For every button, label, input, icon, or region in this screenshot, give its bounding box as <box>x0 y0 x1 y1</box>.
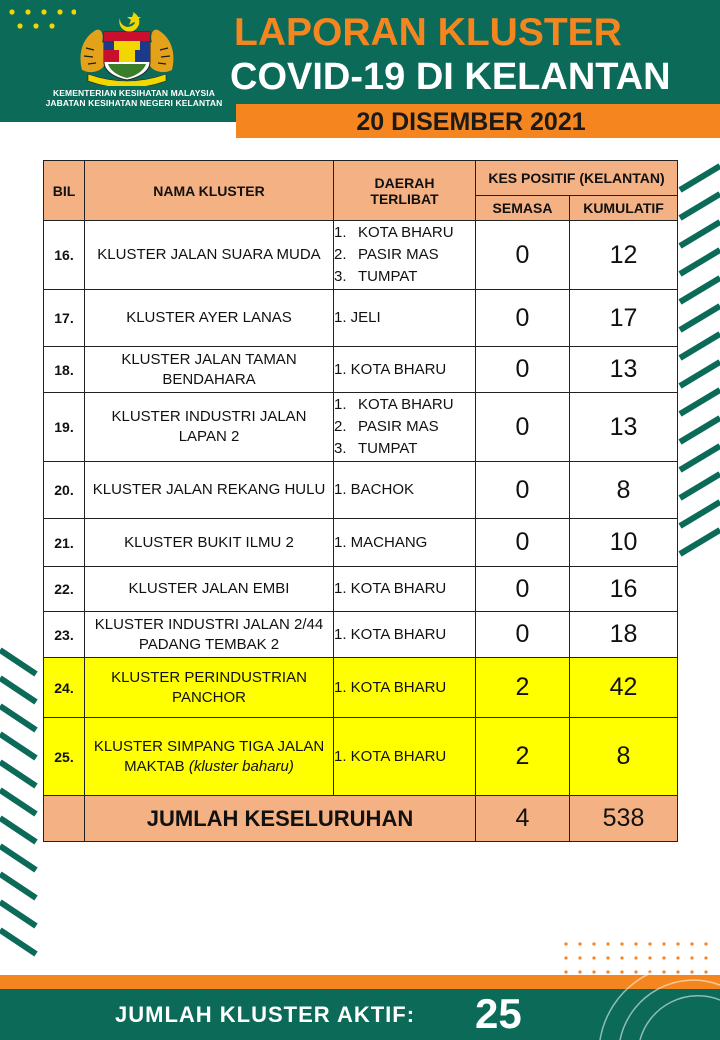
table-row <box>44 462 678 519</box>
row-kumulatif: 42 <box>570 658 678 718</box>
row-bil: 25. <box>44 718 85 796</box>
table-total-row <box>44 796 678 842</box>
table-header-row <box>44 161 678 196</box>
row-bil: 18. <box>44 347 85 393</box>
ministry-name <box>44 88 224 108</box>
decorative-stripes-left <box>0 640 40 960</box>
col-header-daerah-line-1: DAERAH <box>374 174 435 191</box>
total-semasa: 4 <box>476 796 570 842</box>
cluster-name-line-2: PADANG TEMBAK 2 <box>138 635 280 653</box>
district-item: 3. TUMPAT <box>334 440 418 457</box>
row-cluster-name: KLUSTER JALAN REKANG HULU <box>85 462 334 519</box>
cluster-name-line-1: KLUSTER INDUSTRI JALAN <box>111 408 307 425</box>
report-title: LAPORAN KLUSTER <box>234 11 622 54</box>
row-bil: 17. <box>44 290 85 347</box>
cluster-name-line-1: KLUSTER PERINDUSTRIAN <box>111 668 307 686</box>
table-row <box>44 221 678 290</box>
row-cluster-name <box>85 347 334 393</box>
table-row-highlighted <box>44 658 678 718</box>
total-label: JUMLAH KESELURUHAN <box>85 796 476 842</box>
row-cluster-name: KLUSTER AYER LANAS <box>85 290 334 347</box>
cluster-name-main: MAKTAB <box>124 757 189 775</box>
cluster-name-line-2: LAPAN 2 <box>178 428 240 445</box>
table-row <box>44 519 678 567</box>
row-bil: 22. <box>44 567 85 612</box>
row-districts: 1. KOTA BHARU <box>334 567 476 612</box>
row-semasa: 0 <box>476 612 570 658</box>
row-semasa: 0 <box>476 393 570 462</box>
row-cluster-name: KLUSTER BUKIT ILMU 2 <box>85 519 334 567</box>
row-cluster-name <box>85 393 334 462</box>
row-districts <box>334 221 476 290</box>
row-semasa: 0 <box>476 462 570 519</box>
col-header-nama-kluster: NAMA KLUSTER <box>85 161 334 221</box>
row-cluster-name <box>85 718 334 796</box>
district-item: 2. PASIR MAS <box>334 418 439 435</box>
row-kumulatif: 8 <box>570 718 678 796</box>
decorative-arcs <box>560 940 720 1040</box>
row-semasa: 0 <box>476 221 570 290</box>
col-header-daerah-line-2: TERLIBAT <box>370 190 439 207</box>
row-districts: 1. MACHANG <box>334 519 476 567</box>
row-districts: 1. KOTA BHARU <box>334 718 476 796</box>
row-districts: 1. BACHOK <box>334 462 476 519</box>
decorative-stripes-right <box>676 160 720 560</box>
table-row <box>44 567 678 612</box>
row-cluster-name: KLUSTER JALAN SUARA MUDA <box>85 221 334 290</box>
row-kumulatif: 10 <box>570 519 678 567</box>
district-item: 3. TUMPAT <box>334 268 418 285</box>
total-kumulatif: 538 <box>570 796 678 842</box>
report-date: 20 DISEMBER 2021 <box>356 108 586 136</box>
malaysia-coat-of-arms-logo <box>74 8 180 86</box>
table-row <box>44 290 678 347</box>
col-header-kes-positif: KES POSITIF (KELANTAN) <box>476 161 678 196</box>
row-districts: 1. JELI <box>334 290 476 347</box>
date-bar <box>236 104 720 138</box>
report-subtitle: COVID-19 DI KELANTAN <box>230 56 671 98</box>
row-districts <box>334 393 476 462</box>
row-kumulatif: 13 <box>570 393 678 462</box>
row-semasa: 2 <box>476 718 570 796</box>
row-semasa: 0 <box>476 519 570 567</box>
row-bil: 20. <box>44 462 85 519</box>
row-bil: 24. <box>44 658 85 718</box>
cluster-name-line-2: PANCHOR <box>172 688 246 706</box>
col-header-daerah-terlibat <box>334 161 476 221</box>
row-semasa: 0 <box>476 567 570 612</box>
new-cluster-note: (kluster baharu) <box>188 757 294 775</box>
row-bil: 23. <box>44 612 85 658</box>
ministry-line-2: JABATAN KESIHATAN NEGERI KELANTAN <box>45 98 223 108</box>
row-semasa: 0 <box>476 347 570 393</box>
row-bil: 19. <box>44 393 85 462</box>
district-item: 1. KOTA BHARU <box>334 224 454 241</box>
cluster-name-line-1: KLUSTER JALAN TAMAN <box>121 350 297 368</box>
district-item: 1. KOTA BHARU <box>334 396 454 413</box>
row-kumulatif: 12 <box>570 221 678 290</box>
table-row <box>44 393 678 462</box>
col-header-kumulatif: KUMULATIF <box>570 196 678 221</box>
row-districts: 1. KOTA BHARU <box>334 658 476 718</box>
row-kumulatif: 13 <box>570 347 678 393</box>
row-semasa: 2 <box>476 658 570 718</box>
row-kumulatif: 16 <box>570 567 678 612</box>
col-header-semasa: SEMASA <box>476 196 570 221</box>
district-item: 2. PASIR MAS <box>334 246 439 263</box>
cluster-name-line-1: KLUSTER INDUSTRI JALAN 2/44 <box>94 615 324 633</box>
table-row <box>44 612 678 658</box>
decorative-dots <box>8 8 76 32</box>
table-row <box>44 347 678 393</box>
row-bil: 16. <box>44 221 85 290</box>
cluster-name-line-1: KLUSTER SIMPANG TIGA JALAN <box>93 737 325 755</box>
row-cluster-name <box>85 658 334 718</box>
col-header-bil: BIL <box>44 161 85 221</box>
row-districts: 1. KOTA BHARU <box>334 612 476 658</box>
table-row-highlighted <box>44 718 678 796</box>
row-cluster-name <box>85 612 334 658</box>
row-cluster-name: KLUSTER JALAN EMBI <box>85 567 334 612</box>
active-cluster-count: 25 <box>475 990 522 1037</box>
active-cluster-label: JUMLAH KLUSTER AKTIF: <box>115 1002 416 1027</box>
row-kumulatif: 18 <box>570 612 678 658</box>
row-kumulatif: 8 <box>570 462 678 519</box>
row-kumulatif: 17 <box>570 290 678 347</box>
cluster-name-line-2 <box>85 757 333 777</box>
total-blank-cell <box>44 796 85 842</box>
cluster-table <box>43 160 678 842</box>
row-bil: 21. <box>44 519 85 567</box>
cluster-name-line-2: BENDAHARA <box>162 370 256 388</box>
row-semasa: 0 <box>476 290 570 347</box>
ministry-line-1: KEMENTERIAN KESIHATAN MALAYSIA <box>53 88 215 98</box>
row-districts: 1. KOTA BHARU <box>334 347 476 393</box>
